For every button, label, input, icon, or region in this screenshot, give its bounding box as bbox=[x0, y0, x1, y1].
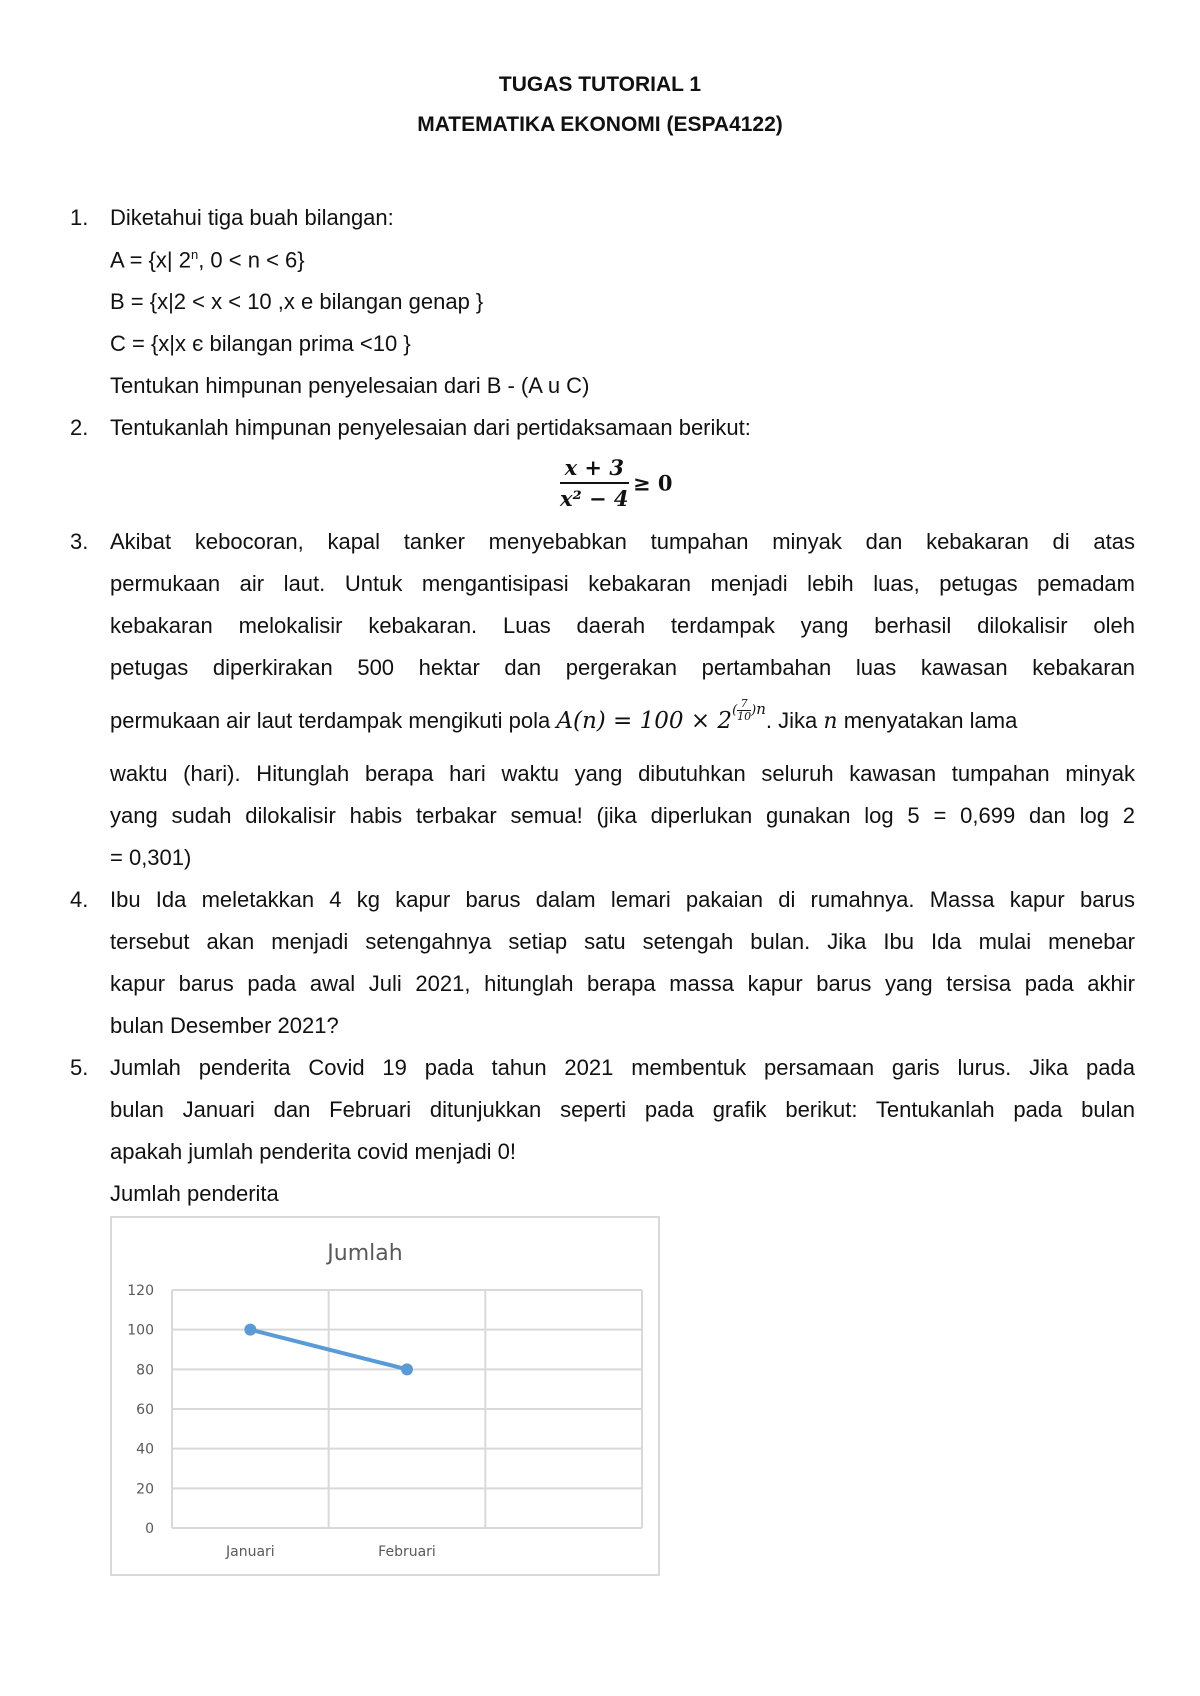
q3-number: 3. bbox=[70, 529, 89, 554]
q1-set-a-exponent: n bbox=[190, 247, 199, 262]
q2-number: 2. bbox=[70, 415, 89, 440]
q3-line-8: = 0,301) bbox=[110, 845, 192, 870]
q2-denominator: x² − 4 bbox=[560, 486, 629, 511]
line-chart bbox=[112, 1218, 658, 1574]
q3-line-4: petugas diperkirakan 500 hektar dan pergerakan pertambahan luas kawasan kebakaran bbox=[110, 655, 1135, 680]
data-point bbox=[244, 1324, 256, 1336]
q3-line-5-pre: permukaan air laut terdampak mengikuti pola bbox=[110, 708, 551, 733]
data-point bbox=[401, 1363, 413, 1375]
q3-line-2: permukaan air laut. Untuk mengantisipasi kebakaran menjadi lebih luas, petugas pemadam bbox=[110, 571, 1135, 596]
x-tick-label: Februari bbox=[378, 1544, 436, 1560]
q3-line-3: kebakaran melokalisir kebakaran. Luas daerah terdampak yang berhasil dilokalisir oleh bbox=[110, 613, 1135, 638]
y-tick-label: 100 bbox=[127, 1322, 154, 1339]
q3-line-1: Akibat kebocoran, kapal tanker menyebabkan tumpahan minyak dan kebakaran di atas bbox=[110, 529, 1135, 554]
q2-numerator: x + 3 bbox=[564, 455, 624, 480]
y-tick-label: 0 bbox=[145, 1521, 154, 1537]
chart-title: Jumlah bbox=[327, 1241, 403, 1266]
y-tick-label: 60 bbox=[136, 1402, 154, 1418]
document-title: TUGAS TUTORIAL 1 bbox=[498, 73, 702, 96]
q3-line-5 bbox=[110, 697, 1135, 737]
x-tick-label: Januari bbox=[225, 1544, 275, 1560]
q2-relation: ≥ 0 bbox=[633, 470, 673, 496]
document-subtitle: MATEMATIKA EKONOMI (ESPA4122) bbox=[417, 113, 783, 136]
q1-set-b: B = {x|2 < x < 10 ,x e bilangan genap } bbox=[110, 289, 484, 314]
q3-line-5-post-a: . Jika bbox=[765, 708, 818, 733]
q5-line-2: bulan Januari dan Februari ditunjukkan seperti pada grafik berikut: Tentukanlah pada bulan bbox=[110, 1097, 1135, 1122]
q1-number: 1. bbox=[70, 205, 89, 230]
q3-line-6: waktu (hari). Hitunglah berapa hari waktu yang dibutuhkan seluruh kawasan tumpahan minyak bbox=[110, 761, 1135, 786]
q4-line-3: kapur barus pada awal Juli 2021, hitunglah berapa massa kapur barus yang tersisa pada akhir bbox=[110, 971, 1135, 996]
q4-line-1: Ibu Ida meletakkan 4 kg kapur barus dalam lemari pakaian di rumahnya. Massa kapur barus bbox=[110, 887, 1135, 912]
q3-line-5-post-b: menyatakan lama bbox=[843, 708, 1018, 733]
y-tick-label: 80 bbox=[136, 1362, 154, 1379]
q4-number: 4. bbox=[70, 887, 89, 912]
q5-caption: Jumlah penderita bbox=[110, 1181, 279, 1206]
y-tick-label: 20 bbox=[136, 1481, 154, 1498]
q5-line-3: apakah jumlah penderita covid menjadi 0! bbox=[110, 1139, 517, 1164]
q4-line-2: tersebut akan menjadi setengahnya setiap satu setengah bulan. Jika Ibu Ida mulai menebar bbox=[110, 929, 1135, 954]
chart-container bbox=[110, 1216, 660, 1576]
q1-set-c: C = {x|x є bilangan prima <10 } bbox=[110, 331, 411, 356]
y-tick-label: 120 bbox=[127, 1283, 154, 1299]
q3-formula: A(n) = 100 × 2( $\frac{7}{10}$ )n bbox=[556, 697, 766, 734]
q2-inequality bbox=[560, 455, 673, 511]
q1-set-a: A = {x| 2$^n$, 0 < n < 6} bbox=[110, 247, 305, 273]
q2-text: Tentukanlah himpunan penyelesaian dari pertidaksamaan berikut: bbox=[110, 415, 751, 440]
q1-intro: Diketahui tiga buah bilangan: bbox=[110, 205, 394, 230]
q1-task: Tentukan himpunan penyelesaian dari B - (A u C) bbox=[110, 373, 590, 398]
q5-number: 5. bbox=[70, 1055, 89, 1080]
q4-line-4: bulan Desember 2021? bbox=[110, 1013, 339, 1038]
q3-variable: n bbox=[823, 709, 838, 734]
y-tick-label: 40 bbox=[136, 1441, 154, 1458]
q5-line-1: Jumlah penderita Covid 19 pada tahun 2021 membentuk persamaan garis lurus. Jika pada bbox=[110, 1055, 1135, 1080]
q3-line-7: yang sudah dilokalisir habis terbakar semua! (jika diperlukan gunakan log 5 = 0,699 dan log 2 bbox=[110, 803, 1135, 828]
